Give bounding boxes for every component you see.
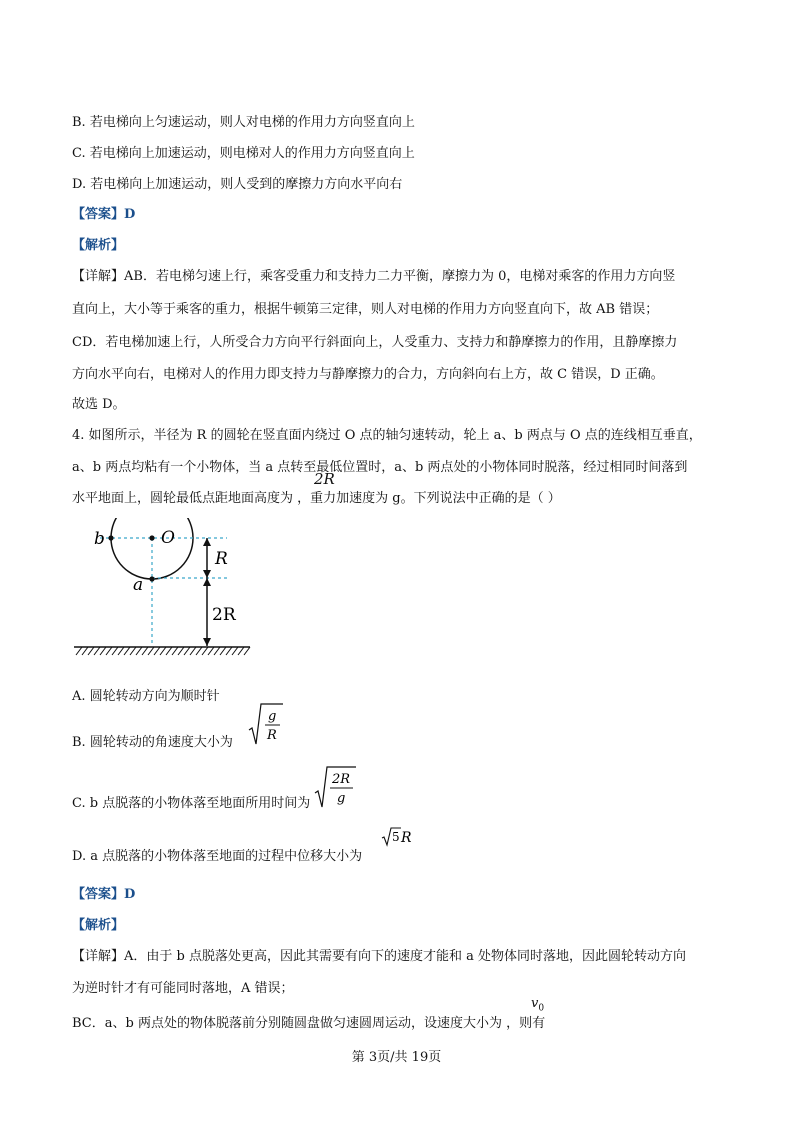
analysis-label-1: 【解析】 [72, 238, 125, 253]
point-o-dot [149, 535, 154, 540]
detail-2c: BC．a、b 两点处的物体脱落前分别随圆盘做匀速圆周运动，设速度大小为 ，则有 [72, 1016, 546, 1031]
arrow-2r-up-head [203, 578, 211, 586]
detail-1c: CD．若电梯加速上行，人所受合力方向平行斜面向上，人受重力、支持力和静摩擦力的作用，且静摩擦力 [72, 335, 678, 350]
point-b-dot [108, 535, 113, 540]
detail-1b: 直向上，大小等于乘客的重力，根据牛顿第三定律，则人对电梯的作用力方向竖直向下，故 AB 错误； [72, 302, 659, 317]
svg-text:g: g [337, 791, 346, 806]
detail-1d: 方向水平向右，电梯对人的作用力即支持力与静摩擦力的合力，方向斜向右上方，故 C 错误，D 正确。 [72, 367, 664, 382]
detail-2b: 为逆时针才有可能同时落地，A 错误； [72, 981, 294, 996]
option-b: B. 圆轮转动的角速度大小为 [72, 735, 233, 750]
wheel-figure [72, 518, 272, 658]
detail-1a: 【详解】AB．若电梯匀速上行，乘客受重力和支持力二力平衡，摩擦力为 0，电梯对乘客的作用力方向竖 [72, 269, 676, 284]
label-b: b [94, 529, 105, 549]
question-4c: 水平地面上，圆轮最低点距地面高度为 ，重力加速度为 g。下列说法中正确的是（ ） [72, 491, 561, 506]
question-4a: 4. 如图所示，半径为 R 的圆轮在竖直面内绕过 O 点的轴匀速转动，轮上 a、b 两点与 O 点的连线相互垂直， [72, 428, 702, 443]
ground-hatch [76, 647, 250, 655]
arrow-2r-down-head [203, 638, 211, 646]
choose-line: 故选 D。 [72, 397, 126, 412]
svg-text:R: R [267, 728, 277, 743]
line-c-option: C. 若电梯向上加速运动，则电梯对人的作用力方向竖直向上 [72, 146, 415, 161]
detail-2a: 【详解】A．由于 b 点脱落处更高，因此其需要有向下的速度才能和 a 处物体同时落地，因此圆轮转动方向 [72, 949, 686, 964]
formula-omega [248, 702, 284, 748]
option-c: C. b 点脱落的小物体落至地面所用时间为 [72, 796, 311, 811]
answer-label-2: 【答案】D [72, 887, 136, 902]
question-4b: a、b 两点均粘有一个小物体，当 a 点转至最低位置时，a、b 两点处的小物体同时脱落，经过相同时间落到 [72, 460, 688, 475]
page-footer: 第 3页/共 19页 [351, 1050, 442, 1065]
line-d-option: D. 若电梯向上加速运动，则人受到的摩擦力方向水平向右 [72, 177, 403, 192]
answer-label-1: 【答案】D [72, 207, 136, 222]
analysis-label-2: 【解析】 [72, 918, 125, 933]
formula-displacement [381, 826, 421, 848]
svg-text:R: R [401, 830, 412, 846]
line-b-option: B. 若电梯向上匀速运动，则人对电梯的作用力方向竖直向上 [72, 115, 415, 130]
label-o: O [161, 528, 175, 548]
arrow-r-up-head [203, 538, 211, 546]
option-d: D. a 点脱落的小物体落至地面的过程中位移大小为 [72, 849, 363, 864]
label-r: R [215, 549, 228, 569]
label-2r: 2R [212, 605, 236, 625]
svg-text:g: g [268, 709, 277, 724]
formula-v0: $v_0$ [531, 996, 545, 1014]
arrow-r-down-head [203, 570, 211, 578]
formula-height: 2R [314, 470, 335, 488]
formula-time [314, 765, 358, 811]
point-a-dot [149, 576, 154, 581]
option-a: A. 圆轮转动方向为顺时针 [72, 689, 220, 704]
svg-text:5: 5 [392, 830, 400, 844]
svg-text:2R: 2R [332, 772, 351, 787]
label-a: a [133, 575, 144, 595]
